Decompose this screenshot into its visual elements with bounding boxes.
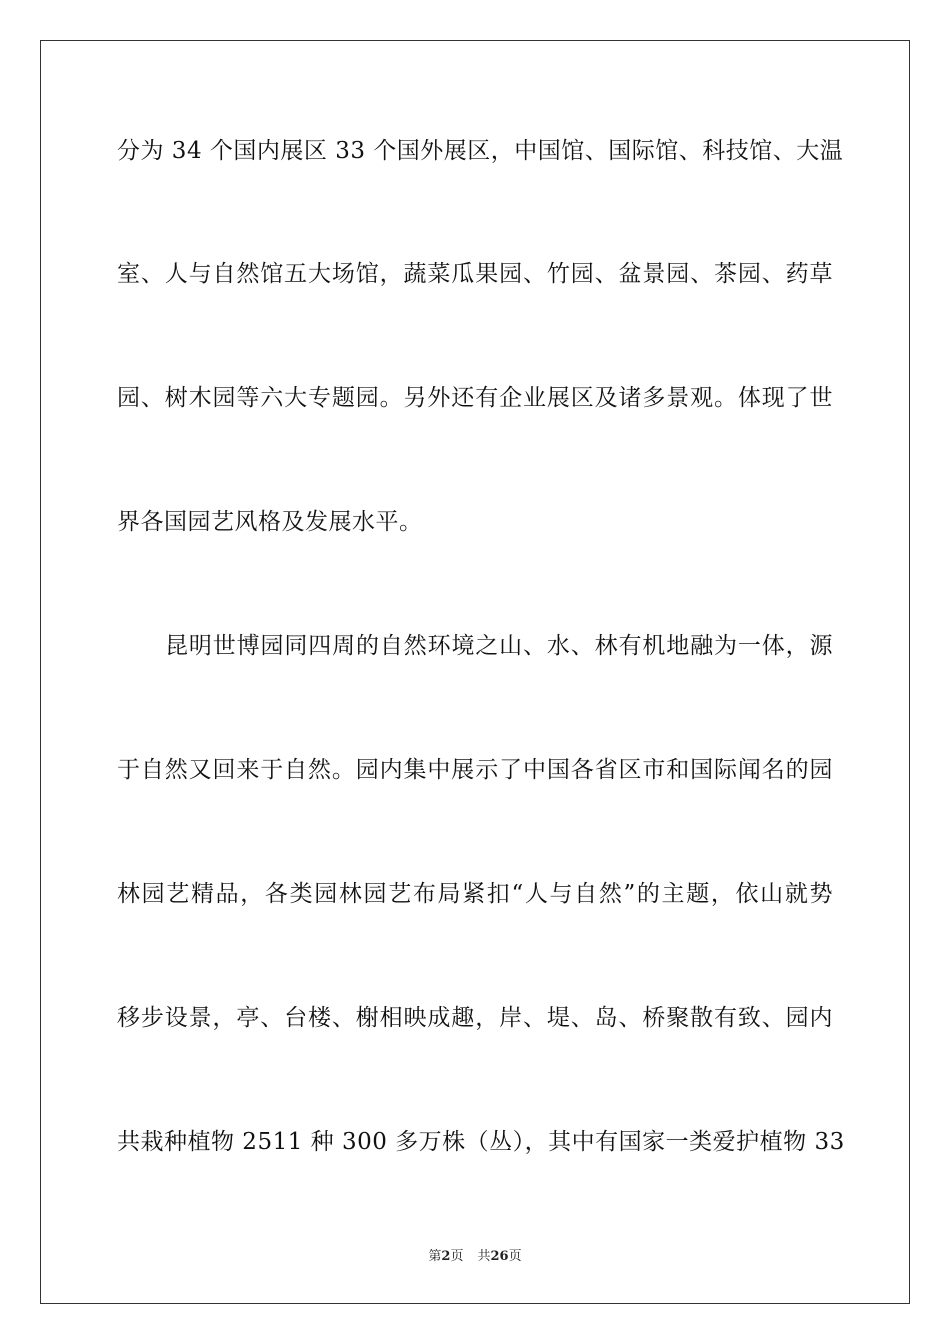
total-pages: 26 — [490, 1249, 509, 1264]
page-border — [40, 40, 910, 1304]
body-text-line: 移步设景，亭、台楼、榭相映成趣，岸、堤、岛、桥聚散有致、园内 — [117, 1005, 833, 1031]
total-prefix: 共 — [477, 1249, 491, 1264]
page-number: 2 — [441, 1249, 451, 1264]
page-prefix: 第 — [428, 1249, 442, 1264]
page-footer — [0, 1248, 950, 1266]
body-text-line: 界各国园艺风格及发展水平。 — [117, 509, 423, 535]
body-text-line: 园、树木园等六大专题园。另外还有企业展区及诸多景观。体现了世 — [117, 385, 833, 411]
body-text-line: 室、人与自然馆五大场馆，蔬菜瓜果园、竹园、盆景园、茶园、药草 — [117, 261, 833, 287]
total-suffix: 页 — [508, 1249, 522, 1264]
body-text-line: 林园艺精品，各类园林园艺布局紧扣“人与自然”的主题，依山就势 — [117, 881, 833, 907]
body-text-line: 分为 34 个国内展区 33 个国外展区，中国馆、国际馆、科技馆、大温 — [117, 138, 844, 164]
paragraph-first-line: 昆明世博园同四周的自然环境之山、水、林有机地融为一体，源 — [165, 633, 833, 659]
body-text-line: 共栽种植物 2511 种 300 多万株（丛），其中有国家一类爱护植物 33 — [117, 1129, 845, 1155]
body-text-line: 于自然又回来于自然。园内集中展示了中国各省区市和国际闻名的园 — [117, 757, 833, 783]
page-suffix: 页 — [450, 1249, 464, 1264]
